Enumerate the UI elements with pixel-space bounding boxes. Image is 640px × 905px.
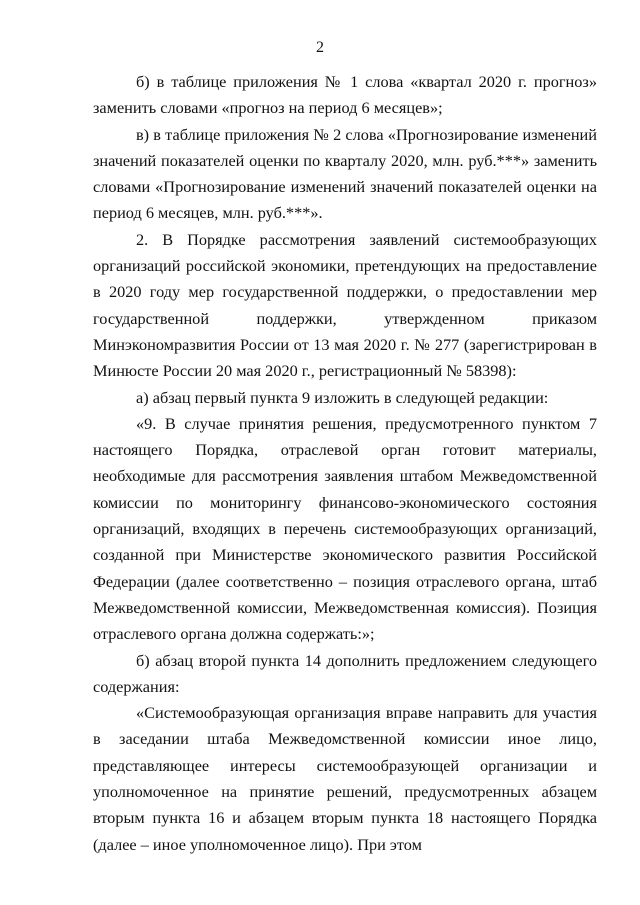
paragraph-clause-14-text: «Системообразующая организация вправе направить для участия в заседании штаба Межведомственной комиссии иное лицо, представляющее интересы системообразующей организации и уполномоченное на принятие решений, предусмотренных абзацем вторым пункта 16 и абзацем вторым пункта 18 настоящего Порядка (далее – иное уполномоченное лицо). При этом <box>93 703 597 854</box>
paragraph-clause-14-intro: б) абзац второй пункта 14 дополнить предложением следующего содержания: <box>93 650 597 696</box>
document-body <box>93 69 597 858</box>
paragraph-clause-9-text: «9. В случае принятия решения, предусмотренного пунктом 7 настоящего Порядка, отраслевой орган готовит материалы, необходимые для рассмотрения заявления штабом Межведомственной комиссии по мониторингу финансово-экономического состояния организаций, входящих в перечень системообразующих организаций, созданной при Министерстве экономического развития Российской Федерации (далее соответственно – позиция отраслевого органа, штаб Межведомственной комиссии, Межведомственная комиссия). Позиция отраслевого органа должна содержать:»; <box>93 413 597 644</box>
page-number: 2 <box>316 39 324 56</box>
paragraph-procedure-amendment: 2. В Порядке рассмотрения заявлений системообразующих организаций российской экономики, претендующих на предоставление в 2020 году мер государственной поддержки, о предоставлении мер государственной поддержки, утвержденном приказом Минэкономразвития России от 13 мая 2020 г. № 277 (зарегистрирован в Минюсте России 20 мая 2020 г., регистрационный № 58398): <box>93 229 597 381</box>
paragraph-table-1-amendment: б) в таблице приложения № 1 слова «квартал 2020 г. прогноз» заменить словами «прогноз на период 6 месяцев»; <box>93 72 597 118</box>
paragraph-table-2-amendment: в) в таблице приложения № 2 слова «Прогнозирование изменений значений показателей оценки по кварталу 2020, млн. руб.***» заменить словами «Прогнозирование изменений значений показателей оценки на период 6 месяцев, млн. руб.***». <box>93 124 597 223</box>
paragraph-clause-9-intro: а) абзац первый пункта 9 изложить в следующей редакции: <box>136 387 549 407</box>
